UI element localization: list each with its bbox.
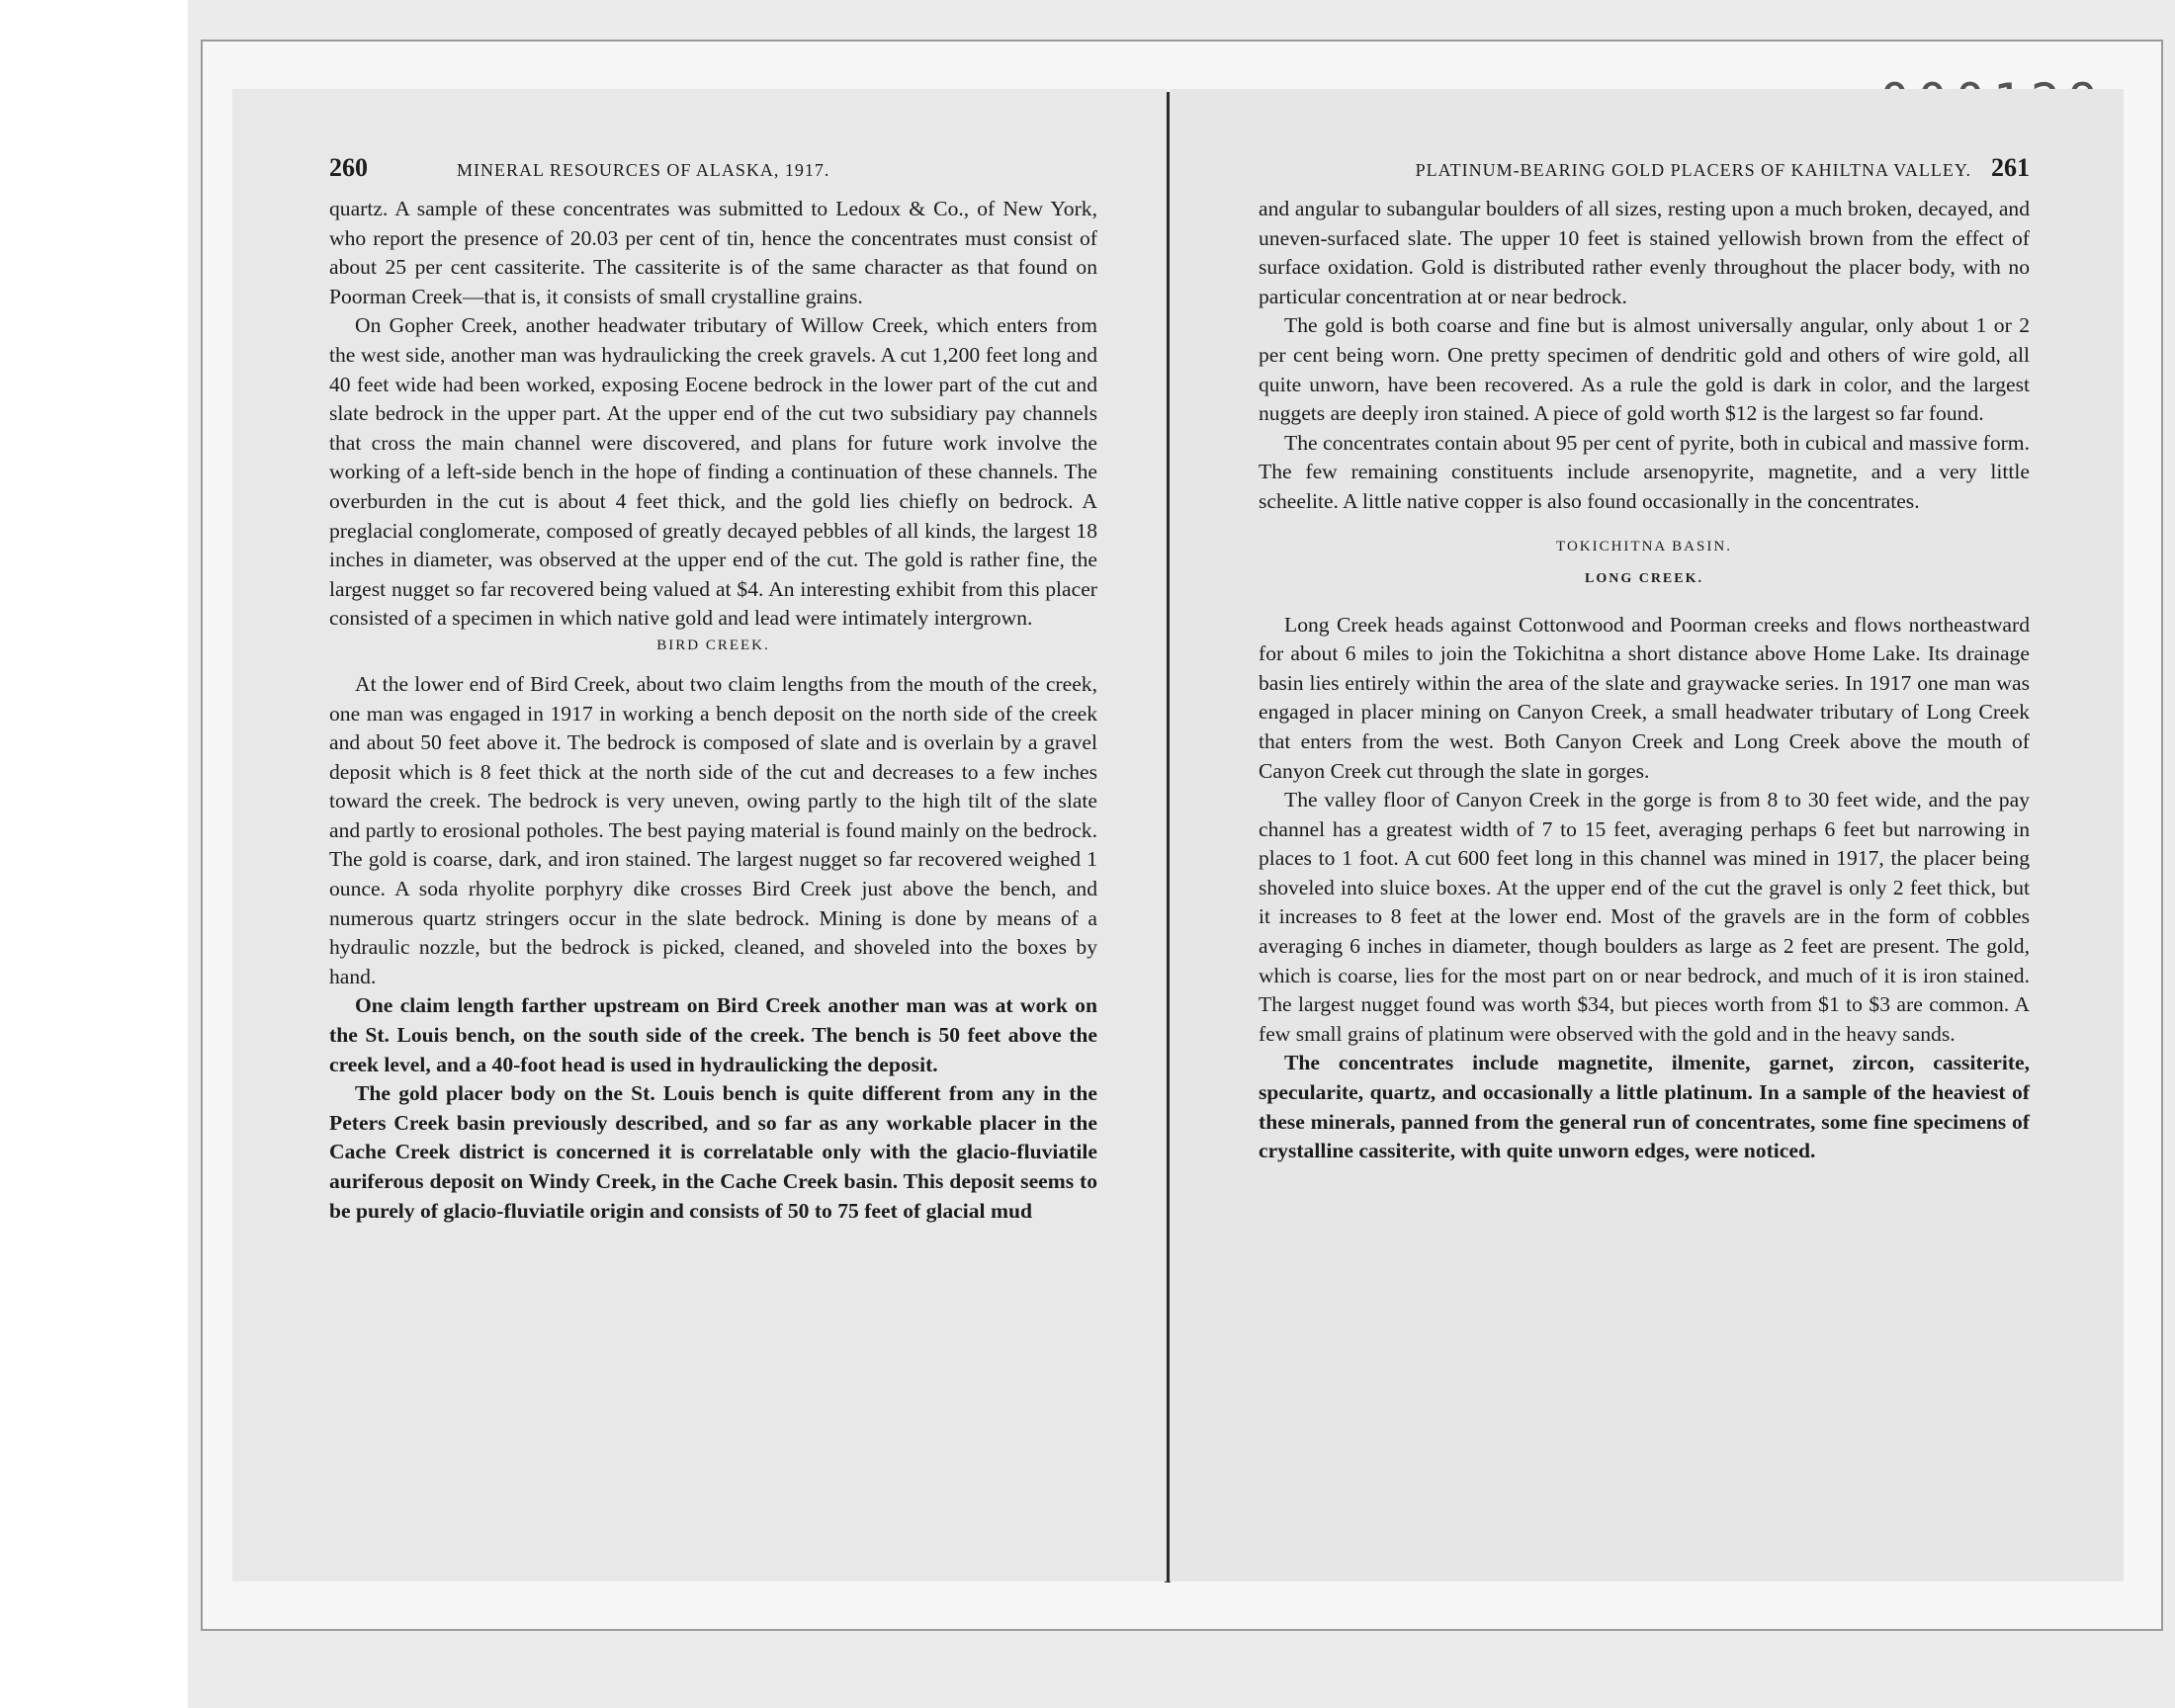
paragraph: The gold placer body on the St. Louis bench is quite different from any in the Peters Creek basin previously described, and so far as any workable placer in the Cache Creek district is concerned it is correlatable only with the glacio-fluviatile auriferous deposit on Windy Creek, in the Cache Creek basin. This deposit seems to be purely of glacio-fluviatile origin and consists of 50 to 75 feet of glacial mud (329, 1081, 1097, 1223)
section-heading-tokichitna-basin: TOKICHITNA BASIN. (1556, 538, 1732, 555)
right-page-number: 261 (1991, 153, 2030, 182)
left-page-number: 260 (329, 153, 368, 182)
right-running-head (1259, 153, 2030, 183)
paragraph: At the lower end of Bird Creek, about two claim lengths from the mouth of the creek, one man was engaged in 1917 in working a bench deposit on the north side of the creek and about 50 feet above it. The bedrock is composed of slate and is overlain by a gravel deposit which is 8 feet thick at the north side of the cut and decreases to a few inches toward the creek. The bedrock is very uneven, owing partly to the high tilt of the slate and partly to erosional potholes. The best paying material is found mainly on the bedrock. The gold is coarse, dark, and iron stained. The largest nugget so far recovered weighed 1 ounce. A soda rhyolite porphyry dike crosses Bird Creek just above the bench, and numerous quartz stringers occur in the slate bedrock. Mining is done by means of a hydraulic nozzle, but the bedrock is picked, cleaned, and shoveled into the boxes by hand. (329, 671, 1097, 988)
left-running-head (329, 153, 1097, 183)
paragraph: The valley floor of Canyon Creek in the gorge is from 8 to 30 feet wide, and the pay channel has a greatest width of 7 to 15 feet, averaging perhaps 6 feet but narrowing in places to 1 foot. A cut 600 feet long in this channel was mined in 1917, the placer being shoveled into sluice boxes. At the upper end of the cut the gravel is only 2 feet thick, but it increases to 8 feet at the lower end. Most of the gravels are in the form of cobbles averaging 6 inches in diameter, though boulders as large as 2 feet are present. The gold, which is coarse, lies for the most part on or near bedrock, and much of it is iron stained. The largest nugget found was worth $34, but pieces worth from $1 to $3 are common. A few small grains of platinum were observed with the gold and in the heavy sands. (1259, 788, 2030, 1046)
paragraph: Long Creek heads against Cottonwood and Poorman creeks and flows northeastward for about 6 miles to join the Tokichitna a short distance above Home Lake. Its drainage basin lies entirely within the area of the slate and graywacke series. In 1917 one man was engaged in placer mining on Canyon Creek, a small headwater tributary of Long Creek that enters from the west. Both Canyon Creek and Long Creek above the mouth of Canyon Creek cut through the slate in gorges. (1259, 612, 2030, 783)
paragraph: quartz. A sample of these concentrates was submitted to Ledoux & Co., of New York, who report the presence of 20.03 per cent of tin, hence the concentrates must consist of about 25 per cent cassiterite. The cassiterite is of the same character as that found on Poorman Creek—that is, it consists of small crystalline grains. (329, 197, 1097, 308)
paragraph: The concentrates contain about 95 per cent of pyrite, both in cubical and massive form. The few remaining constituents include arsenopyrite, magnetite, and a very little scheelite. A little native copper is also found occasionally in the concentrates. (1259, 430, 2030, 513)
paragraph: One claim length farther upstream on Bird Creek another man was at work on the St. Louis bench, on the south side of the creek. The bench is 50 feet above the creek level, and a 40-foot head is used in hydraulicking the deposit. (329, 993, 1097, 1076)
right-text-column (1259, 153, 2030, 1166)
right-running-title: PLATINUM-BEARING GOLD PLACERS OF KAHILTNA VALLEY. (1415, 160, 1971, 180)
right-page (1170, 89, 2124, 1581)
paragraph: and angular to subangular boulders of all sizes, resting upon a much broken, decayed, and uneven-surfaced slate. The upper 10 feet is stained yellowish brown from the effect of surface oxidation. Gold is distributed rather evenly throughout the placer body, with no particular concentration at or near bedrock. (1259, 197, 2030, 308)
paragraph: The concentrates include magnetite, ilmenite, garnet, zircon, cassiterite, specularite, quartz, and occasionally a little platinum. In a sample of the heaviest of these minerals, panned from the general run of concentrates, some fine specimens of crystalline cassiterite, with quite unworn edges, were noticed. (1259, 1051, 2030, 1163)
subsection-heading-long-creek: LONG CREEK. (1584, 570, 1703, 586)
left-text-column (329, 153, 1097, 1226)
paragraph: The gold is both coarse and fine but is almost universally angular, only about 1 or 2 per cent being worn. One pretty specimen of dendritic gold and others of wire gold, all quite unworn, have been recovered. As a rule the gold is dark in color, and the largest nuggets are deeply iron stained. A piece of gold worth $12 is the largest so far found. (1259, 313, 2030, 426)
left-page (232, 89, 1167, 1581)
section-heading-bird-creek: BIRD CREEK. (656, 637, 770, 653)
paragraph: On Gopher Creek, another headwater tributary of Willow Creek, which enters from the west side, another man was hydraulicking the creek gravels. A cut 1,200 feet long and 40 feet wide had been worked, exposing Eocene bedrock in the lower part of the cut and slate bedrock in the upper part. At the upper end of the cut two subsidiary pay channels that cross the main channel were discovered, and plans for future work involve the working of a left-side bench in the hope of finding a continuation of these channels. The overburden in the cut is about 4 feet thick, and the gold lies chiefly on bedrock. A preglacial conglomerate, composed of greatly decayed pebbles of all kinds, the largest 18 inches in diameter, was observed at the upper end of the cut. The gold is rather fine, the largest nugget so far recovered being valued at $4. An interesting exhibit from this placer consisted of a specimen in which native gold and lead were intimately intergrown. (329, 313, 1097, 631)
left-running-title: MINERAL RESOURCES OF ALASKA, 1917. (457, 160, 830, 180)
